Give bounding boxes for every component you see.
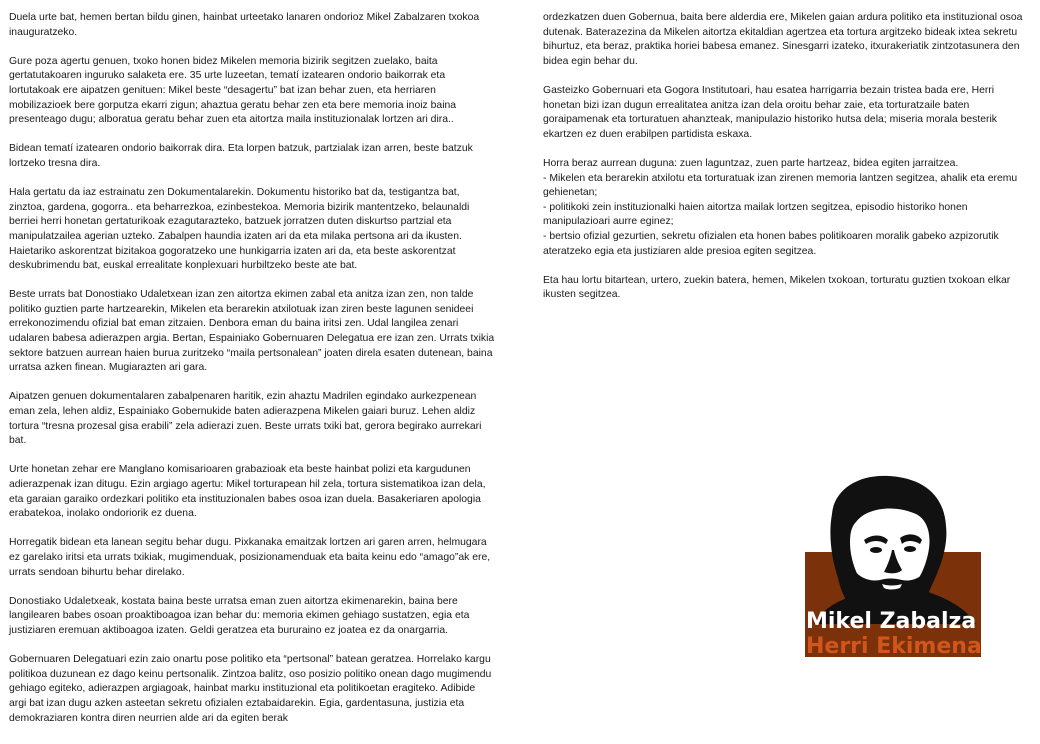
left-text-column	[9, 11, 495, 741]
logo-name-text: Mikel Zabalza	[806, 609, 977, 634]
paragraph: Donostiako Udaletxeak, kostata baina beste urratsa eman zuen aitortza ekimenarekin, baina bere langilearen babes osoan proaktiboagoa izan behar du: memoria ekimen gehiago sustatzen, egia eta justiziaren eremuan aktiboagoa izaten. Geldi geratzea eta bururaino ez joatea ez da onargarria.	[9, 595, 470, 636]
paragraph: ordezkatzen duen Gobernua, baita bere alderdia ere, Mikelen gaian ardura politiko eta instituzional osoa dutenak. Baterazezina da Mikelen aitortza ekitaldian agertzea eta tortura argitzeko bideak ixtea sekretu bihurtuz, eta beraz, praktika horiei babesa emanez. Sinesgarri izateko, itxurakeriatik zintzotasunera den bidea egin behar du.	[543, 12, 1023, 67]
logo-tagline-text: Herri Ekimena	[806, 634, 982, 659]
paragraph: Bidean tematí izatearen ondorio baikorrak dira. Eta lorpen batzuk, partzialak izan arren, beste batzuk lortzeko tresna dira.	[9, 143, 473, 169]
paragraph: Hala gertatu da iaz estrainatu zen Dokumentalarekin. Dokumentu historiko bat da, testigantza bat, zinztoa, gardena, gogorra.. eta beharrezkoa, ezinbestekoa. Memoria bizirik mantentzeko, belaunaldi berriei herri honetan gertaturikoak ezagutarazteko, batzuek jorratzen duten diskurtso partzial eta manipulatzailea agerian uzteko. Zabalpen haundia izaten ari da eta milaka pertsona ari da ikusten. Haietariko askorentzat bizitakoa gogoratzeko une hunkigarria izaten ari da, eta beste askorentzat deskubrimendu bat, euskal errealitate konplexuari hurbiltzeko beste ate bat.	[9, 187, 470, 272]
paragraph: Horregatik bidean eta lanean segitu behar dugu. Pixkanaka emaitzak lortzen ari garen arren, helmugara ez garelako iritsi eta urrats txikiak, mugimenduak, posizionamenduak eta baita keinu edo “amago”ak ere, urrats sendoan bihurtu behar direlako.	[9, 537, 491, 578]
mikel-zabalza-logo	[804, 474, 984, 660]
paragraph: Gasteizko Gobernuari eta Gogora Institutoari, hau esatea harrigarria bezain tristea bada ere, Herri honetan bizi izan dugun errealitatea anitza izan dela oroitu behar zaie, eta torturatzaile baten goraipamenak eta torturatuen ahanzteak, manipulazio historiko hutsa dela; miseria morala besterik ekartzen ez duen erabilpen partidista eskaxa.	[543, 84, 997, 140]
paragraph: Eta hau lortu bitartean, urtero, zuekin batera, hemen, Mikelen txokoan, torturatu guztien txokoan elkar ikusten segitzea.	[543, 274, 1011, 301]
portrait-icon	[804, 474, 984, 624]
paragraph: Horra beraz aurrean duguna: zuen laguntzaz, zuen parte hartzeaz, bidea egiten jarraitzea. - Mikelen eta berarekin atxilotu eta torturatuak izan zirenen memoria lantzen segitzea, ahalik eta eremu gehienetan; - politikoki zein instituzionalki haien aitortza mailak lortzen segitzea, episodio historiko honen manipulazioari aurre eginez; - bertsio ofizial gezurtien, sekretu ofizialen eta honen babes politikoaren moralik gabeko azpizorutik ateratzeko egia eta justiziaren alde presioa egiten segitzea.	[543, 157, 1018, 257]
right-text-column	[543, 11, 1031, 317]
paragraph: Duela urte bat, hemen bertan bildu ginen, hainbat urteetako lanaren ondorioz Mikel Zabalzaren txokoa inauguratzeko.	[9, 12, 480, 38]
paragraph: Gure poza agertu genuen, txoko honen bidez Mikelen memoria bizirik segitzen zuelako, baita gertatutakoaren inguruko salaketa ere. 35 urte luzeetan, tematí izatearen ondorio baikorrak eta lortutakoak ere aipatzen genituen: Mikel beste “desagertu” bat izan behar zuen, eta herriaren mobilizazioek bere gorputza ekarri zigun; ahaztua geratu behar zen eta bere memoria inoiz baina presenteago dugu; alboratua geratu behar zuen eta aitortza maila instituzionalak lortzen ari dira..	[9, 55, 457, 126]
paragraph: Gobernuaren Delegatuari ezin zaio onartu pose politiko eta “pertsonal” batean geratzea. Horrelako kargu politikoa duzunean ez dago keinu pertsonalik. Zintzoa balitz, oso posizio politiko onean dago mugimendu gehiago egiteko, adierazpen argiagoak, hainbat marku instituzional eta politikoetan eragiteko. Adibide argi bat izan dugu azken asteetan sekretu ofizialen eztabaidarekin. Egia, gardentasuna, justizia eta demokraziaren kontra diren neurrien alde ari da egiten berak	[9, 654, 492, 724]
paragraph: Urte honetan zehar ere Manglano komisarioaren grabazioak eta beste hainbat polizi eta kargudunen adierazpenak izan ditugu. Ezin argiago agertu: Mikel torturapean hil zela, tortura sistematikoa izan dela, eta garaian garaiko ordezkari politiko eta instituzionalen babes osoa izan duela. Basakeriaren apologia erabatekoa, inolako ondoriorik ez duena.	[9, 464, 486, 520]
paragraph: Beste urrats bat Donostiako Udaletxean izan zen aitortza ekimen zabal eta anitza izan zen, non talde politiko guztien parte hartzearekin, Mikelen eta berarekin atxilotuak izan ziren beste lagunen senideei errekonozimendu ofizial bat eman zitzaien. Denbora eman du baina iritsi zen. Udal langilea zenari udalaren babesa adierazpen argia. Bertan, Espainiako Gobernuaren Delegatua ere izan zen. Urrats txikia sektore batzuen aurrean haien burua zuritzeko “maila pertsonalean” joaten direla esaten dutenean, baina urratsa azken finean. Mugiarazten ari gara.	[9, 289, 495, 374]
paragraph: Aipatzen genuen dokumentalaren zabalpenaren haritik, ezin ahaztu Madrilen egindako aurkezpenean eman zela, lehen aldiz, Espainiako Gobernukide baten adierazpena Mikelen gaiari buruz. Lehen aldiz tortura “tresna prozesal gisa erabili” zela adierazi zuen. Beste urrats txiki bat, gerora begirako aurrekari bat.	[9, 391, 482, 447]
